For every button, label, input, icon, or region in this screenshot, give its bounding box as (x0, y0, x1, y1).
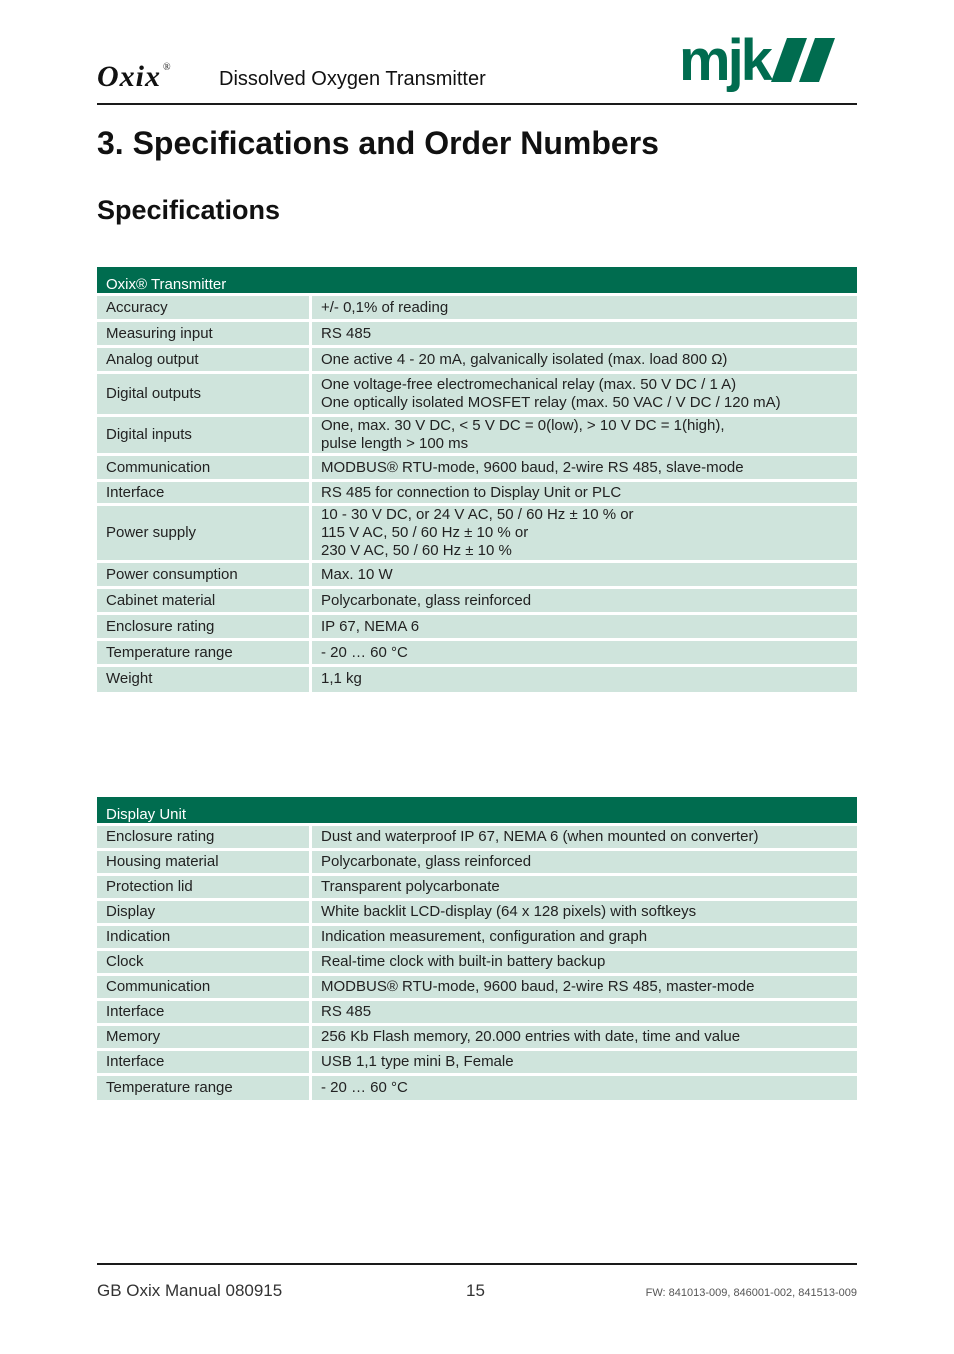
table-row (97, 373, 857, 416)
spec-label: Accuracy (97, 295, 311, 321)
table-row (97, 975, 857, 1000)
spec-value: +/- 0,1% of reading (311, 295, 858, 321)
spec-label: Power supply (97, 505, 311, 562)
display-table-title: Display Unit (97, 797, 857, 825)
section-title: Specifications (97, 195, 281, 225)
spec-label: Temperature range (97, 640, 311, 666)
table-row (97, 614, 857, 640)
table-row (97, 825, 857, 850)
spec-value: Max. 10 W (311, 562, 858, 588)
spec-value: 1,1 kg (311, 666, 858, 692)
spec-value: Polycarbonate, glass reinforced (311, 850, 858, 875)
spec-label: Weight (97, 666, 311, 692)
spec-label: Communication (97, 455, 311, 481)
spec-label: Interface (97, 481, 311, 505)
spec-value: One, max. 30 V DC, < 5 V DC = 0(low), > 10 V DC = 1(high), pulse length > 100 ms (311, 416, 858, 455)
spec-label: Display (97, 900, 311, 925)
header-title: Dissolved Oxygen Transmitter (219, 68, 486, 90)
spec-value: One active 4 - 20 mA, galvanically isolated (max. load 800 Ω) (311, 347, 858, 373)
spec-label: Memory (97, 1025, 311, 1050)
table-row (97, 481, 857, 505)
table-row (97, 505, 857, 562)
spec-value: MODBUS® RTU-mode, 9600 baud, 2-wire RS 485, slave-mode (311, 455, 858, 481)
oxix-logo: Oxix ® (97, 60, 172, 93)
spec-label: Clock (97, 950, 311, 975)
spec-label: Power consumption (97, 562, 311, 588)
spec-label: Temperature range (97, 1075, 311, 1100)
page-title: 3. Specifications and Order Numbers (97, 125, 659, 161)
spec-label: Housing material (97, 850, 311, 875)
table-row (97, 588, 857, 614)
table-row (97, 666, 857, 692)
table-row (97, 1075, 857, 1100)
spec-value: Indication measurement, configuration and graph (311, 925, 858, 950)
spec-value: - 20 … 60 °C (311, 1075, 858, 1100)
spec-value: Real-time clock with built-in battery backup (311, 950, 858, 975)
spec-label: Analog output (97, 347, 311, 373)
mjk-logo (679, 30, 857, 100)
spec-label: Digital outputs (97, 373, 311, 416)
table-row (97, 850, 857, 875)
spec-value: One voltage-free electromechanical relay (max. 50 V DC / 1 A) One optically isolated MOSFET relay (max. 50 VAC / V DC / 120 mA) (311, 373, 858, 416)
spec-label: Indication (97, 925, 311, 950)
spec-label: Measuring input (97, 321, 311, 347)
spec-label: Enclosure rating (97, 825, 311, 850)
spec-value: RS 485 (311, 1000, 858, 1025)
spec-value: Transparent polycarbonate (311, 875, 858, 900)
transmitter-table-title: Oxix® Transmitter (97, 267, 857, 295)
spec-label: Protection lid (97, 875, 311, 900)
spec-value: White backlit LCD-display (64 x 128 pixels) with softkeys (311, 900, 858, 925)
footer-firmware: FW: 841013-009, 846001-002, 841513-009 (645, 1287, 857, 1299)
table-row (97, 1050, 857, 1075)
page-number: 15 (466, 1281, 485, 1300)
table-row (97, 640, 857, 666)
spec-value: IP 67, NEMA 6 (311, 614, 858, 640)
spec-label: Digital inputs (97, 416, 311, 455)
table-row (97, 1025, 857, 1050)
table-row (97, 562, 857, 588)
spec-value: RS 485 (311, 321, 858, 347)
spec-value: USB 1,1 type mini B, Female (311, 1050, 858, 1075)
spec-value: 256 Kb Flash memory, 20.000 entries with date, time and value (311, 1025, 858, 1050)
spec-value: Dust and waterproof IP 67, NEMA 6 (when mounted on converter) (311, 825, 858, 850)
spec-label: Cabinet material (97, 588, 311, 614)
table-row (97, 1000, 857, 1025)
footer-divider (97, 1263, 857, 1265)
spec-label: Interface (97, 1050, 311, 1075)
mjk-logo-text: mjk (679, 30, 770, 93)
table-row (97, 416, 857, 455)
spec-value: RS 485 for connection to Display Unit or PLC (311, 481, 858, 505)
table-row (97, 875, 857, 900)
table-row (97, 321, 857, 347)
footer-manual: GB Oxix Manual 080915 (97, 1281, 283, 1300)
table-row (97, 295, 857, 321)
table-row (97, 925, 857, 950)
table-row (97, 900, 857, 925)
table-row (97, 950, 857, 975)
spec-value: Polycarbonate, glass reinforced (311, 588, 858, 614)
table-row (97, 455, 857, 481)
spec-value: - 20 … 60 °C (311, 640, 858, 666)
page-header (97, 30, 857, 105)
table-row (97, 347, 857, 373)
transmitter-spec-table (97, 267, 857, 692)
spec-value: 10 - 30 V DC, or 24 V AC, 50 / 60 Hz ± 10 % or 115 V AC, 50 / 60 Hz ± 10 % or 230 V AC, 50 / 60 Hz ± 10 % (311, 505, 858, 562)
spec-value: MODBUS® RTU-mode, 9600 baud, 2-wire RS 485, master-mode (311, 975, 858, 1000)
spec-label: Communication (97, 975, 311, 1000)
spec-label: Interface (97, 1000, 311, 1025)
spec-label: Enclosure rating (97, 614, 311, 640)
display-unit-spec-table (97, 797, 857, 1100)
